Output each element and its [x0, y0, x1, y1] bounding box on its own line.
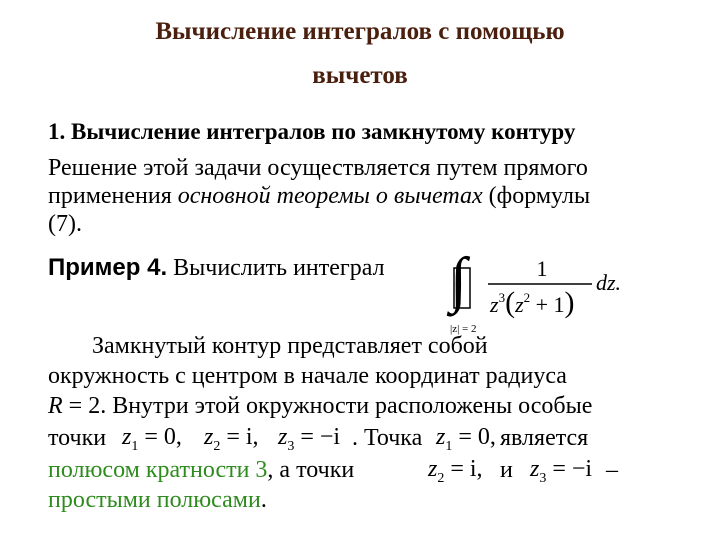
- point-z3: $z_3 = -i$: [278, 424, 341, 454]
- denominator: $z^3(z^2 + 1)$: [490, 286, 575, 319]
- integral-sign: ∫: [450, 246, 467, 314]
- slide-title-line1: Вычисление интегралов с помощью: [155, 18, 565, 45]
- point-z3-repeat: $z_3 = -i$: [530, 456, 593, 486]
- intro-line-2: применения основной теоремы о вычетах (формулы: [48, 183, 591, 209]
- dash: –: [606, 457, 618, 483]
- section-heading: 1. Вычисление интегралов по замкнутому контуру: [48, 119, 576, 144]
- differential: dz.: [596, 270, 622, 295]
- point-z1: $z_1 = 0$,: [122, 424, 182, 454]
- simple-poles-text: простыми полюсами: [48, 487, 261, 513]
- example-line: Пример 4. Вычислить интеграл: [48, 254, 385, 281]
- point-label: . Точка: [352, 425, 423, 451]
- body-line-1: Замкнутый контур представляет собой: [92, 333, 488, 359]
- point-z2: $z_2 = i$,: [204, 424, 259, 454]
- numerator: 1: [536, 256, 548, 281]
- integral-formula: [446, 246, 636, 336]
- and-text: и: [500, 457, 513, 483]
- intro-line-3: (7).: [48, 211, 82, 237]
- point-z2-repeat: $z_2 = i$,: [428, 456, 483, 486]
- example-label: Пример 4.: [48, 254, 168, 281]
- body-line-3: R = 2. Внутри этой окружности расположены особые: [48, 393, 593, 419]
- body-line-2: окружность с центром в начале координат радиуса: [48, 363, 567, 389]
- body-line-6: простыми полюсами.: [48, 487, 267, 513]
- is-text: является: [500, 425, 589, 451]
- slide-title-line2: вычетов: [312, 62, 408, 89]
- body-line-5: полюсом кратности 3, а точки: [48, 457, 355, 483]
- body-line-4: точки: [48, 425, 107, 451]
- contour-label: |z| = 2: [450, 323, 477, 335]
- theorem-name: основной теоремы о вычетах: [177, 183, 483, 209]
- point-z1-repeat: $z_1 = 0$,: [436, 424, 496, 454]
- pole-order-text: полюсом кратности 3: [48, 457, 268, 483]
- intro-line-1: Решение этой задачи осуществляется путем прямого: [48, 155, 588, 181]
